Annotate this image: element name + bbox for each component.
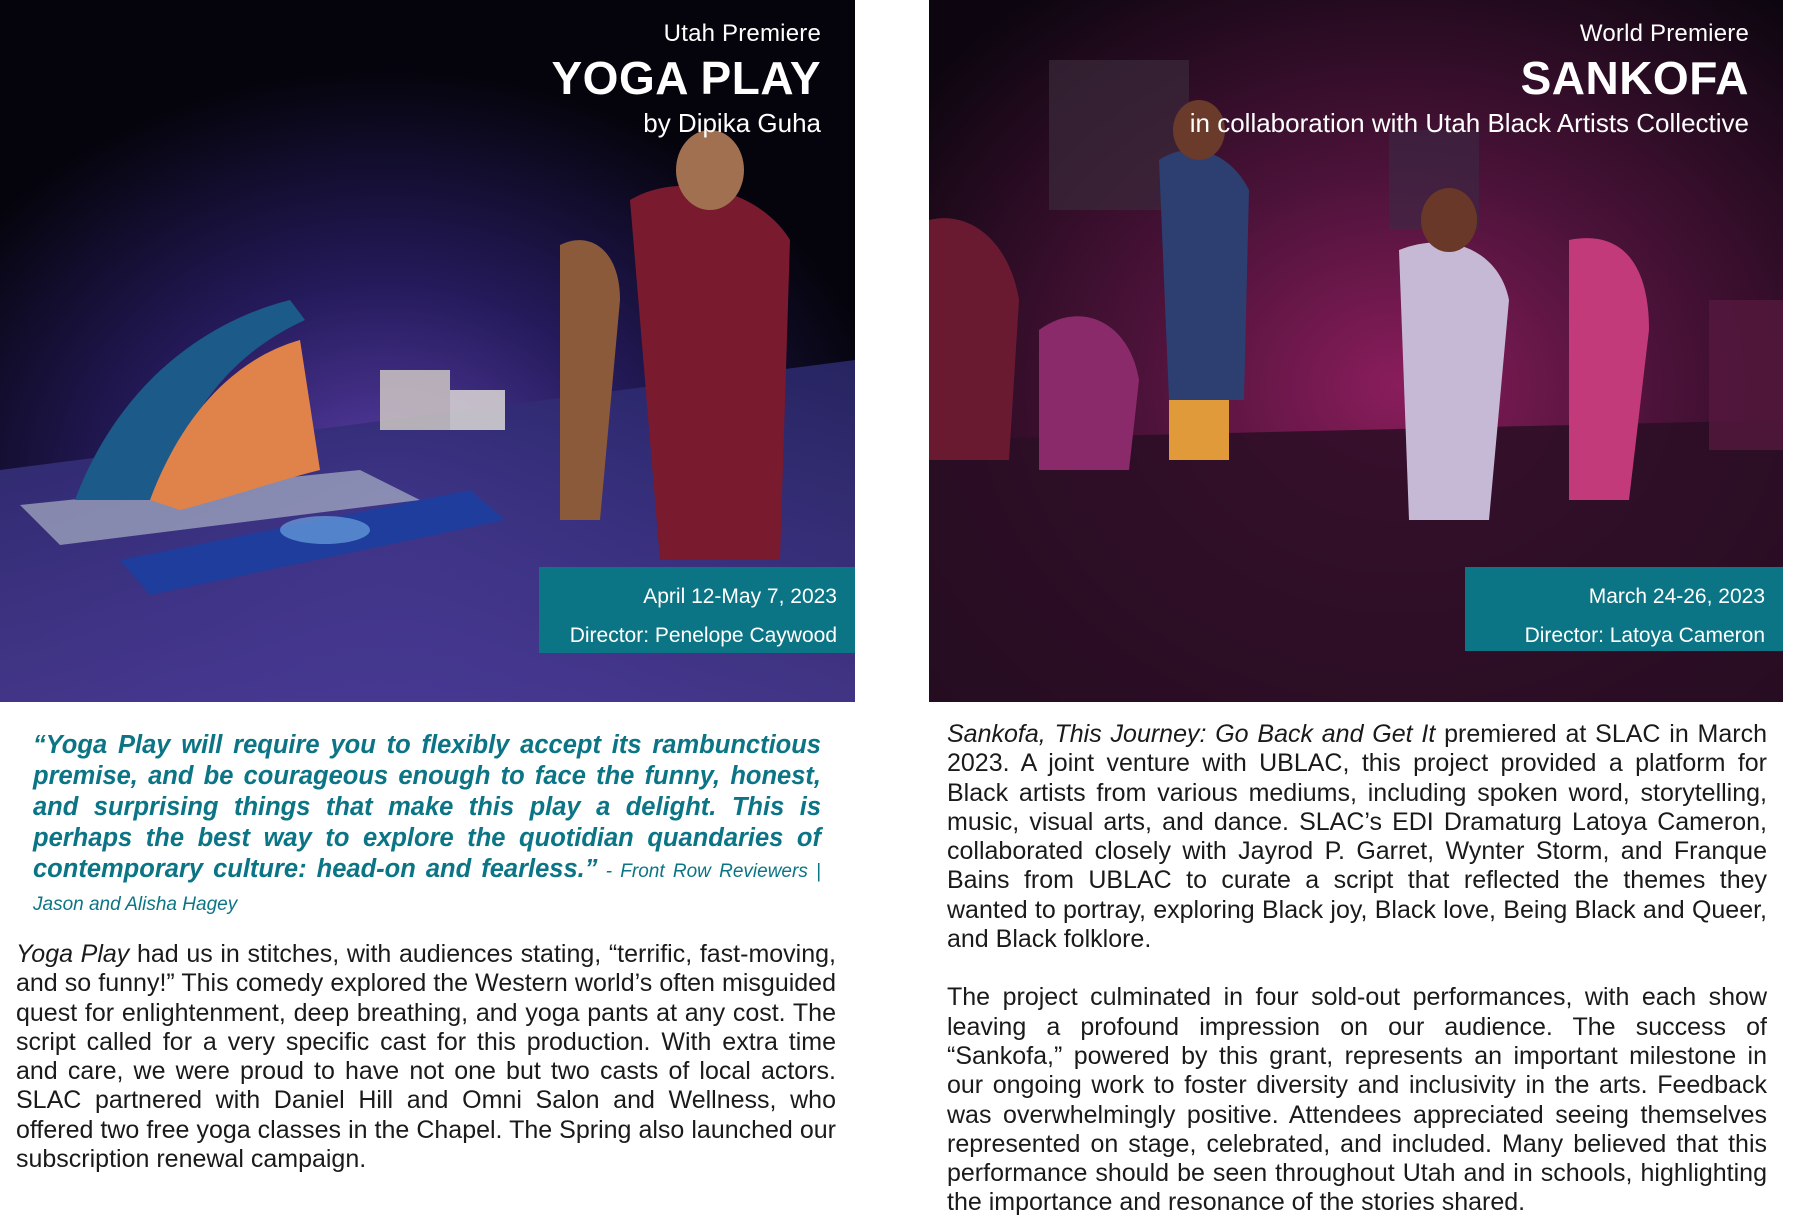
show-title: YOGA PLAY (551, 52, 821, 104)
play-title-italic: Sankofa, This Journey: Go Back and Get It (947, 720, 1436, 748)
show-title: SANKOFA (1520, 52, 1749, 104)
sankofa-date-box (1465, 567, 1783, 651)
sankofa-title-block (1190, 18, 1749, 140)
director-credit: Director: Penelope Caywood (569, 624, 837, 647)
sankofa-photo (929, 0, 1783, 702)
run-dates: April 12-May 7, 2023 (643, 585, 837, 608)
description-text: had us in stitches, with audiences stating, “terrific, fast-moving, and so funny!” This comedy explored the Western world’s often misguided quest for enlightenment, deep breathing, and yoga pants at any cost. The script called for a very specific cast for this production. With extra time and care, we were proud to have not one but two casts of local actors. SLAC partnered with Daniel Hill and Omni Salon and Wellness, who offered two free yoga classes in the Chapel. The Spring also launched our subscription renewal campaign. (16, 940, 836, 1174)
paragraph-1-text: premiered at SLAC in March 2023. A joint venture with UBLAC, this project provided a platform for Black artists from various mediums, including spoken word, storytelling, music, visual arts, and dance. SLAC’s EDI Dramaturg Latoya Cameron, collaborated closely with Jayrod P. Garret, Wynter Storm, and Franque Bains from UBLAC to curate a script that reflected the themes they wanted to portray, exploring Black joy, Black love, Being Black and Queer, and Black folklore. (947, 720, 1767, 954)
play-title-italic: Yoga Play (16, 940, 130, 968)
premiere-label: World Premiere (1579, 20, 1749, 47)
director-credit: Director: Latoya Cameron (1524, 624, 1765, 647)
collaboration-byline: in collaboration with Utah Black Artists Collective (1189, 108, 1749, 138)
paragraph-2: The project culminated in four sold-out performances, with each show leaving a profound impression on our audience. The success of “Sankofa,” powered by this grant, represents an important milestone in our ongoing work to foster diversity and inclusivity in the arts. Feedback was overwhelmingly positive. Attendees appreciated seeing themselves represented on stage, celebrated, and included. Many believed that this performance should be seen throughout Utah and in schools, highlighting the importance and resonance of the stories shared. (947, 983, 1767, 1217)
quote-attribution: - Front Row Reviewers | Jason and Alisha Hagey (33, 861, 821, 915)
review-quote (33, 730, 821, 920)
premiere-label: Utah Premiere (663, 20, 821, 47)
yoga-play-title-block (552, 18, 822, 140)
yoga-play-date-box (539, 567, 855, 653)
playwright-byline: by Dipika Guha (643, 108, 821, 138)
paragraph-1 (947, 720, 1767, 954)
run-dates: March 24-26, 2023 (1588, 585, 1765, 608)
quote-text: “Yoga Play will require you to flexibly accept its rambunctious premise, and be courageous enough to face the funny, honest, and surprising things that make this play a delight. This is perhaps the best way to explore the quotidian quandaries of contemporary culture: head-on and fearless.” (33, 731, 821, 883)
yoga-play-description (16, 940, 836, 1174)
yoga-play-photo (0, 0, 855, 702)
sankofa-description (947, 720, 1767, 1218)
